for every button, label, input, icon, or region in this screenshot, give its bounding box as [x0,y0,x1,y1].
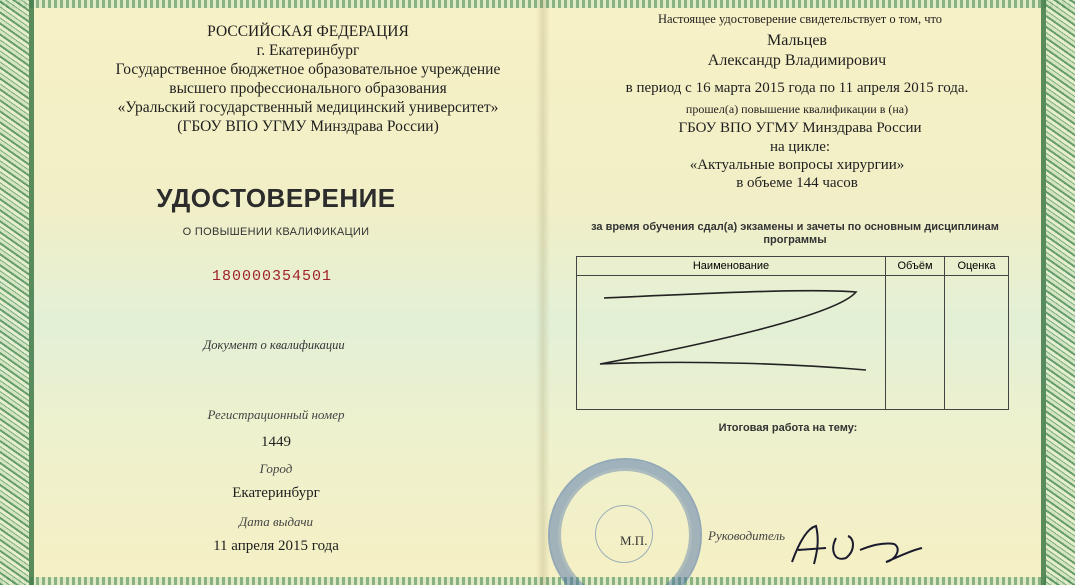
ornamental-border-right [1041,0,1075,585]
cycle-name: «Актуальные вопросы хирургии» [689,157,905,173]
certificate-subtitle: О ПОВЫШЕНИИ КВАЛИФИКАЦИИ [182,226,370,238]
handwritten-signature [786,520,926,570]
header-university-abbr: (ГБОУ ВПО УГМУ Минздрава России) [177,118,439,135]
issue-date-label: Дата выдачи [238,514,314,529]
z-strike-mark [576,276,886,410]
certificate-title: УДОСТОВЕРЕНИЕ [156,183,396,213]
registration-label: Регистрационный номер [207,407,345,422]
recipient-name: Александр Владимирович [707,52,887,69]
table-cell-volume [886,276,945,410]
document-type: Документ о квалификации [203,338,345,352]
registration-number: 1449 [261,434,291,450]
intro-text: Настоящее удостоверение свидетельствует о том, что [657,12,943,26]
official-stamp [548,458,702,585]
stamp-place-label: М.П. [620,533,648,548]
recipient-surname: Мальцев [767,32,827,49]
header-country: РОССИЙСКАЯ ФЕДЕРАЦИЯ [207,23,409,40]
training-organization: ГБОУ ВПО УГМУ Минздрава России [678,120,922,136]
header-city: г. Екатеринбург [256,42,360,59]
cycle-label: на цикле: [769,139,831,155]
column-header-grade: Оценка [945,257,1009,276]
head-label: Руководитель [708,528,786,543]
city-value: Екатеринбург [232,485,320,501]
column-header-volume: Объём [886,257,945,276]
issue-date-value: 11 апреля 2015 года [213,538,339,554]
header-university-name: «Уральский государственный медицинский университет» [117,99,499,116]
training-volume: в объеме 144 часов [736,175,858,191]
header-institution-type: Государственное бюджетное образовательное учреждение [115,61,501,78]
final-work-label: Итоговая работа на тему: [718,422,858,434]
table-cell-grade [945,276,1009,410]
exams-text-2: программы [763,234,827,246]
passed-text: прошел(а) повышение квалификации в (на) [685,102,909,116]
city-label: Город [259,461,293,476]
certificate-number: 180000354501 [211,268,333,285]
exams-text: за время обучения сдал(а) экзамены и зачеты по основным дисциплинам [591,221,999,233]
grades-table-header [577,257,1009,276]
page-fold [536,0,550,585]
header-education-level: высшего профессионального образования [169,80,447,97]
ornamental-border-left [0,0,34,585]
training-period: в период с 16 марта 2015 года по 11 апреля 2015 года. [625,80,969,96]
column-header-name: Наименование [577,257,886,276]
